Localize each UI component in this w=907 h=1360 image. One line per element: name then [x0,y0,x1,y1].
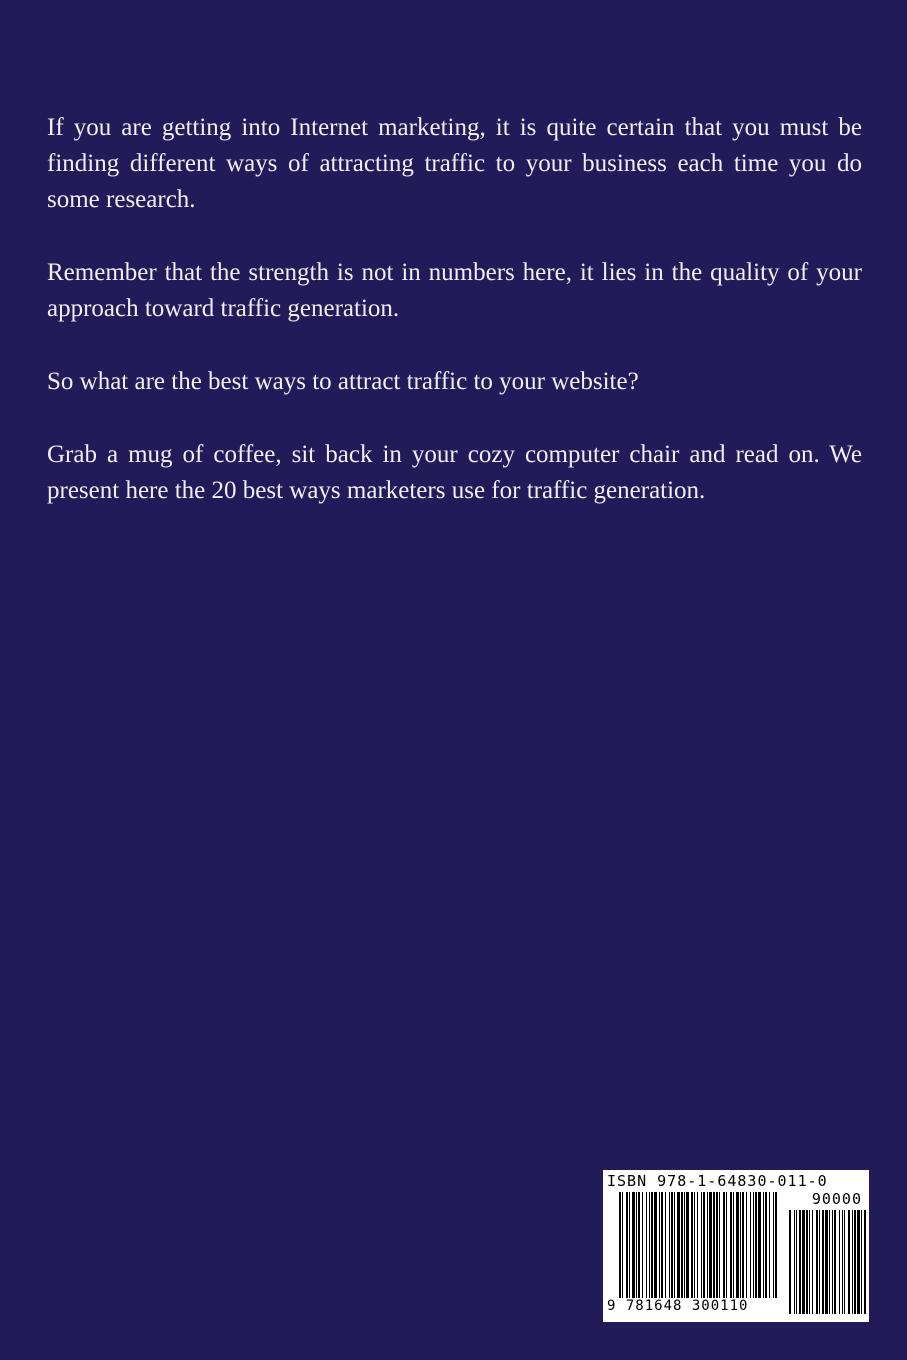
blurb-paragraph-3: So what are the best ways to attract traffic to your website? [47,368,639,395]
price-code: 90000 [811,1190,862,1208]
back-cover-blurb [47,110,862,546]
isbn-label: ISBN 978-1-64830-011-0 [607,1172,828,1190]
ean-digits: 9 781648 300110 [607,1298,749,1314]
isbn-barcode-box [603,1170,869,1322]
blurb-paragraph-2: Remember that the strength is not in numbers here, it lies in the quality of your approach toward traffic generation. [47,259,862,322]
blurb-paragraph-4: Grab a mug of coffee, sit back in your cozy computer chair and read on. We present here the 20 best ways marketers use for traffic generation. [47,441,862,504]
blurb-paragraph-1: If you are getting into Internet marketing, it is quite certain that you must be finding different ways of attracting traffic to your business each time you do some research. [47,114,862,213]
